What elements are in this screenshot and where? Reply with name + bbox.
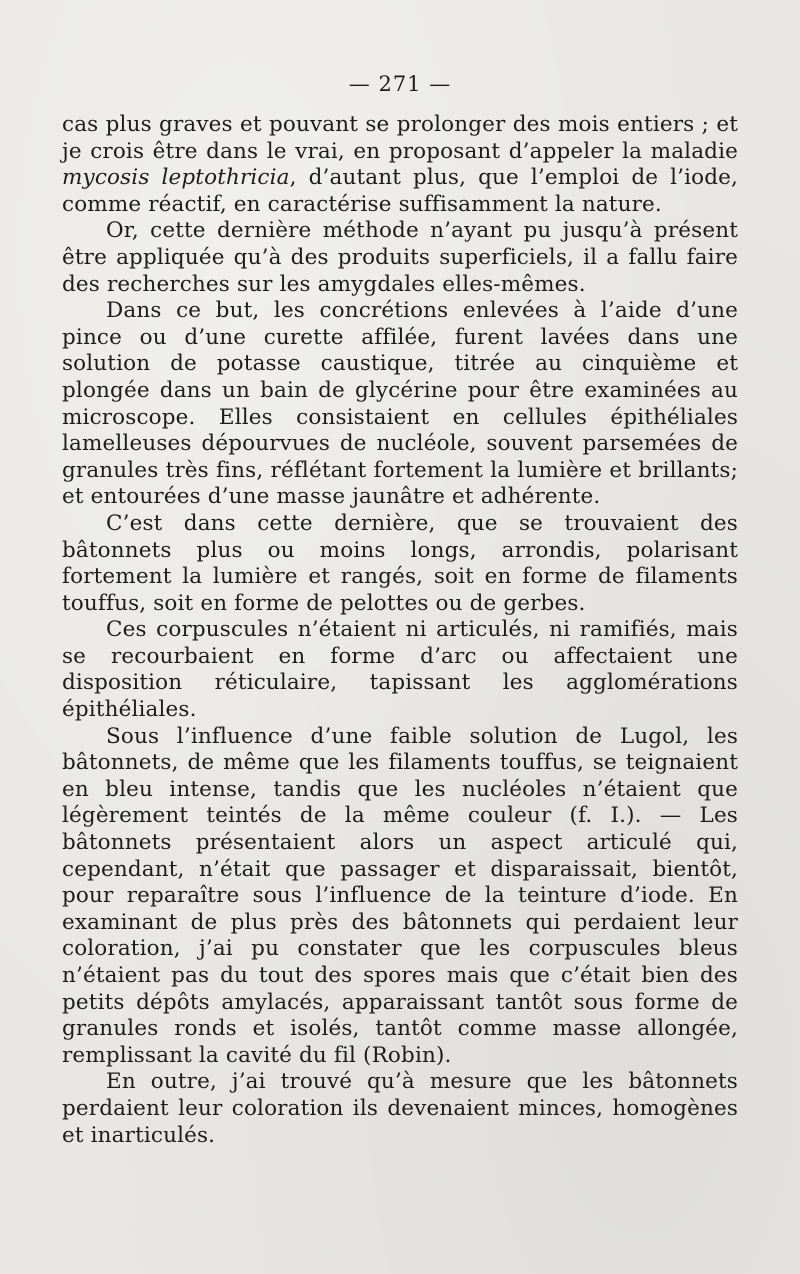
page-number: — 271 — bbox=[348, 72, 452, 96]
paragraph-1-after: , d’autant plus, que l’emploi de l’iode, comme réactif, en caractérise suffisamment la nature. bbox=[62, 165, 738, 217]
paragraph-1 bbox=[62, 112, 738, 218]
disease-name-italic: mycosis leptothricia bbox=[62, 165, 290, 191]
paragraph-4: C’est dans cette dernière, que se trouvaient des bâtonnets plus ou moins longs, arrondis, polarisant fortement la lumière et rangés, soit en forme de filaments touffus, soit en forme de pelottes ou de gerbes. bbox=[62, 510, 738, 616]
paragraph-7: En outre, j’ai trouvé qu’à mesure que les bâtonnets perdaient leur coloration ils devenaient minces, homogènes et inarticulés. bbox=[62, 1069, 738, 1148]
paragraph-1-before: cas plus graves et pouvant se prolonger des mois entiers ; et je crois être dans le vrai, en proposant d’appeler la maladie bbox=[62, 112, 738, 164]
paragraph-2: Or, cette dernière méthode n’ayant pu jusqu’à présent être appliquée qu’à des produits superficiels, il a fallu faire des recherches sur les amygdales elles-mêmes. bbox=[62, 218, 738, 297]
paragraph-5: Ces corpuscules n’étaient ni articulés, ni ramifiés, mais se recourbaient en forme d’arc ou affectaient une disposition réticulaire, tapissant les agglomérations épithéliales. bbox=[62, 617, 738, 723]
paragraph-3: Dans ce but, les concrétions enlevées à l’aide d’une pince ou d’une curette affilée, furent lavées dans une solution de potasse caustique, titrée au cinquième et plongée dans un bain de glycérine pour être examinées au microscope. Elles consistaient en cellules épithéliales lamelleuses dépourvues de nucléole, souvent parsemées de granules très fins, réflétant fortement la lumière et brillants; et entourées d’une masse jaunâtre et adhérente. bbox=[62, 298, 738, 510]
body-text bbox=[62, 112, 738, 1149]
paragraph-6: Sous l’influence d’une faible solution de Lugol, les bâtonnets, de même que les filaments touffus, se teignaient en bleu intense, tandis que les nucléoles n’étaient que légèrement teintés de la même couleur (f. I.). — Les bâtonnets présentaient alors un aspect articulé qui, cependant, n’était que passager et disparaissait, bientôt, pour reparaître sous l’influence de la teinture d’iode. En examinant de plus près des bâtonnets qui perdaient leur coloration, j’ai pu constater que les corpuscules bleus n’étaient pas du tout des spores mais que c’était bien des petits dépôts amylacés, apparaissant tantôt sous forme de granules ronds et isolés, tantôt comme masse allongée, remplissant la cavité du fil (Robin). bbox=[62, 723, 738, 1068]
